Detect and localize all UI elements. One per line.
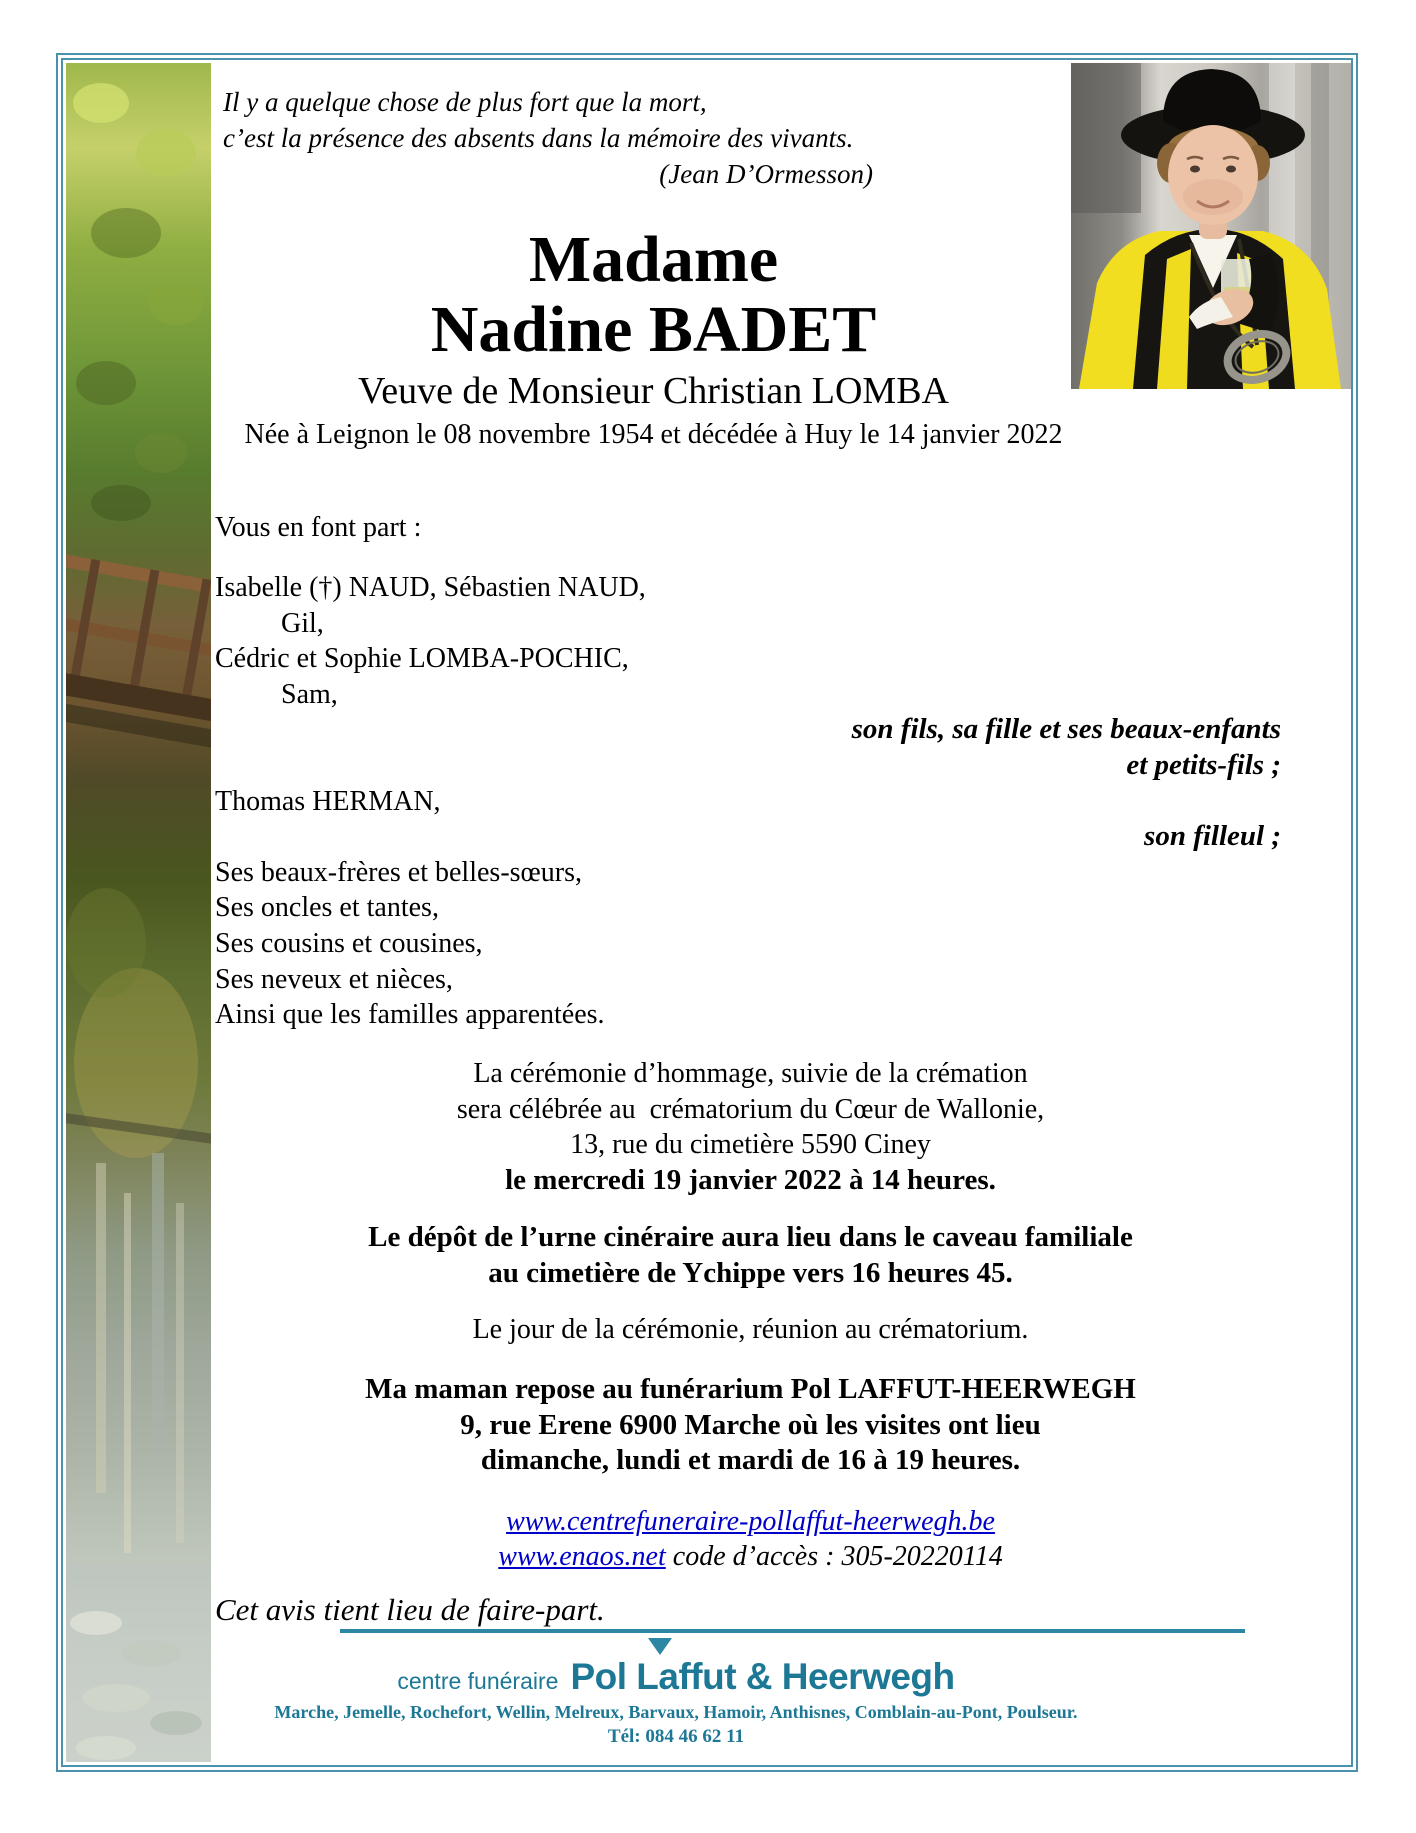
phone-number: Tél: 084 46 62 11 — [607, 1726, 745, 1747]
deceased-name: Nadine BADET — [430, 293, 877, 366]
funerarium-line: 9, rue Erene 6900 Marche où les visites ont lieu — [460, 1408, 1041, 1441]
relation-line: et petits-fils ; — [1126, 748, 1281, 781]
family-line: Ses neveux et nièces, — [215, 963, 453, 995]
nature-photo-art — [66, 63, 211, 1762]
widow-line: Veuve de Monsieur Christian LOMBA — [357, 370, 950, 412]
ceremony-line: sera célébrée au crématorium du Cœur de Wallonie, — [456, 1093, 1045, 1125]
funerarium-line: dimanche, lundi et mardi de 16 à 19 heures. — [480, 1444, 1021, 1476]
enaos-website-link[interactable]: www.enaos.net — [498, 1541, 666, 1572]
announcement-intro: Vous en font part : — [215, 512, 422, 543]
family-line: Sam, — [281, 678, 338, 710]
links-section — [298, 1504, 1203, 1574]
family-line: Gil, — [281, 607, 324, 639]
family-line: Thomas HERMAN, — [215, 785, 441, 817]
portrait-photo-art — [1071, 63, 1351, 389]
portrait-photo — [1071, 63, 1351, 389]
funeral-home-link-line — [298, 1504, 1203, 1539]
family-line: Ses beaux-frères et belles-sœurs, — [215, 856, 582, 888]
memorial-quote — [223, 84, 873, 192]
access-code-text: code d’accès : 305-20220114 — [672, 1541, 1003, 1572]
deceased-header — [201, 223, 1106, 452]
enaos-link-line — [298, 1539, 1203, 1574]
funerarium-line: Ma maman repose au funérarium Pol LAFFUT-HEERWEGH — [365, 1373, 1136, 1405]
notice-prefix: Cet avis — [215, 1592, 324, 1627]
ceremony-details — [298, 1056, 1203, 1198]
urn-details — [298, 1220, 1203, 1291]
deceased-title-prefix: Madame — [528, 223, 779, 296]
funerarium-details — [298, 1372, 1203, 1479]
funeral-home-website-link[interactable]: www.centrefuneraire-pollaffut-heerwegh.be — [506, 1506, 995, 1537]
urn-line: Le dépôt de l’urne cinéraire aura lieu dans le caveau familiale — [368, 1221, 1133, 1253]
family-line: Ses cousins et cousines, — [215, 927, 483, 959]
ceremony-datetime-line: le mercredi 19 janvier 2022 à 14 heures. — [505, 1163, 996, 1196]
relation-line: son filleul ; — [1144, 820, 1281, 853]
life-dates-line: Née à Leignon le 08 novembre 1954 et décédée à Huy le 14 janvier 2022 — [244, 419, 1063, 450]
family-list — [215, 570, 1281, 1033]
family-line: Cédric et Sophie LOMBA-POCHIC, — [215, 643, 629, 675]
family-line: Ainsi que les familles apparentées. — [215, 999, 605, 1031]
ceremony-line: 13, rue du cimetière 5590 Ciney — [570, 1129, 931, 1160]
ceremony-line: La cérémonie d’hommage, suivie de la crémation — [473, 1058, 1028, 1089]
teal-divider-line — [340, 1629, 1245, 1633]
logo-triangle-icon — [648, 1638, 672, 1655]
announcement-card — [56, 53, 1358, 1772]
quote-attribution: (Jean D’Ormesson) — [659, 159, 873, 189]
notice-rest: tient lieu de faire-part. — [323, 1592, 605, 1627]
reunion-line: Le jour de la cérémonie, réunion au crématorium. — [472, 1314, 1029, 1345]
branch-cities: Marche, Jemelle, Rochefort, Wellin, Melreux, Barvaux, Hamoir, Anthisnes, Comblain-au-Pont, Poulseur. — [274, 1702, 1078, 1722]
family-line: Ses oncles et tantes, — [215, 892, 439, 924]
faire-part-notice — [215, 1592, 605, 1628]
urn-line: au cimetière de Ychippe vers 16 heures 45. — [488, 1256, 1013, 1289]
brand-name: Pol Laffut & Heerwegh — [570, 1656, 955, 1697]
funeral-home-logo — [211, 1656, 1141, 1698]
family-line: Isabelle (†) NAUD, Sébastien NAUD, — [215, 572, 646, 603]
nature-photo — [66, 63, 211, 1762]
quote-line-2: c’est la présence des absents dans la mémoire des vivants. — [223, 123, 854, 153]
relation-line: son fils, sa fille et ses beaux-enfants — [851, 713, 1281, 746]
brand-prefix: centre funéraire — [397, 1668, 559, 1694]
quote-line-1: Il y a quelque chose de plus fort que la mort, — [223, 87, 707, 117]
